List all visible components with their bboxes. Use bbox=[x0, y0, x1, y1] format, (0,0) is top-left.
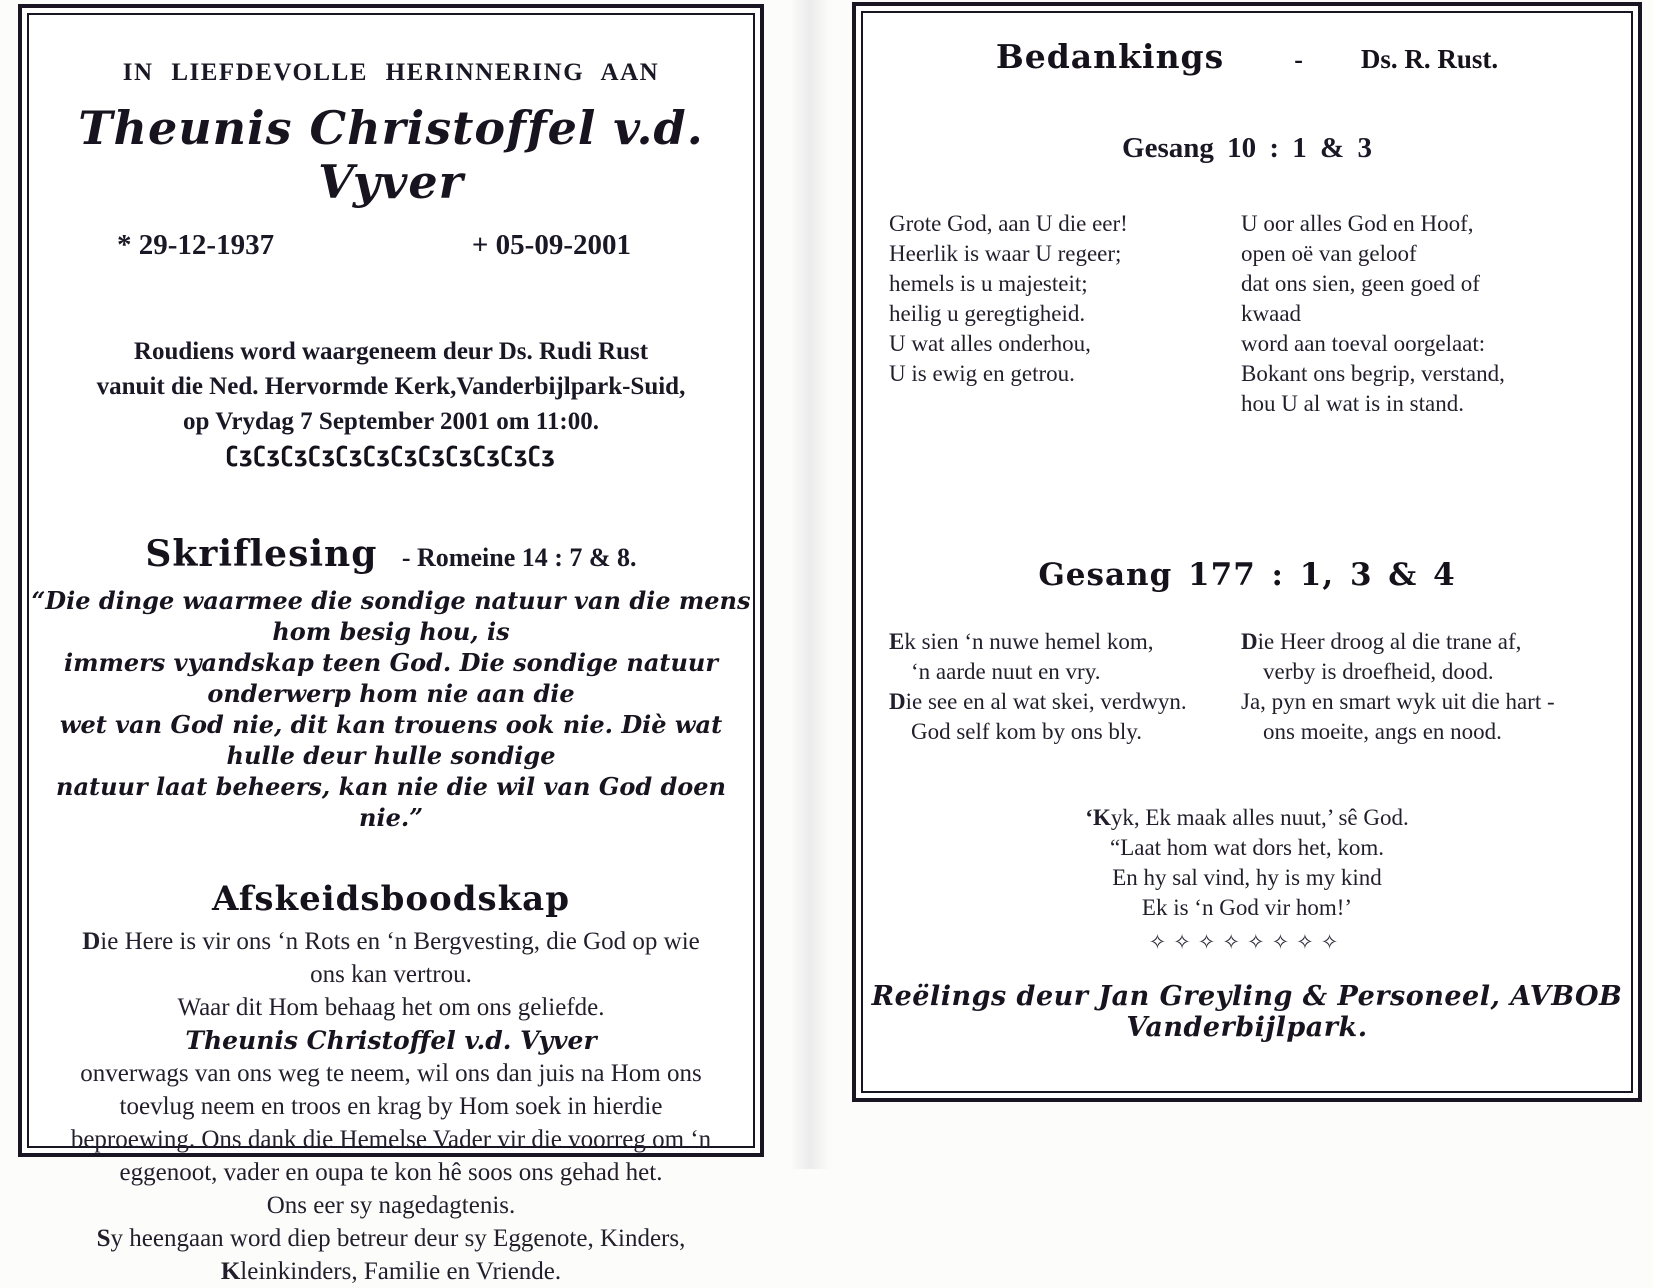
verse-line: dat ons sien, geen goed of bbox=[1241, 271, 1480, 296]
verse-line: verby is droefheid, dood. bbox=[1263, 659, 1494, 684]
closing-quote-line: Ek is ‘n God vir hom!’ bbox=[1141, 895, 1353, 920]
verse-line: Ja, pyn en smart wyk uit die hart - bbox=[1241, 689, 1555, 714]
scripture-line: wet van God nie, dit kan trouens ook nie. Diè wat hulle deur hulle sondige bbox=[59, 710, 723, 770]
scripture-line: natuur laat beheers, kan nie die wil van God doen nie.” bbox=[56, 772, 726, 832]
life-dates bbox=[29, 229, 753, 262]
header-dash: - bbox=[1294, 45, 1303, 74]
scripture-quote bbox=[29, 585, 753, 833]
farewell-line: ons kan vertrou. bbox=[310, 961, 472, 988]
hymn-10-verse-1 bbox=[889, 209, 1241, 419]
service-line: Roudiens word waargeneem deur Ds. Rudi Rust bbox=[133, 338, 649, 365]
verse-line: open oë van geloof bbox=[1241, 241, 1417, 266]
verse-line: Heerlik is waar U regeer; bbox=[889, 241, 1122, 266]
memorial-card-left-page bbox=[18, 4, 764, 1285]
thanks-heading: Bedankings bbox=[995, 37, 1225, 76]
farewell-line: beproewing. Ons dank die Hemelse Vader vir die voorreg om ‘n bbox=[70, 1126, 712, 1153]
scripture-heading: Skriflesing bbox=[145, 533, 378, 575]
farewell-name-line: Theunis Christoffel v.d. Vyver bbox=[185, 1026, 597, 1055]
minister-name: Ds. R. Rust. bbox=[1360, 44, 1499, 74]
closing-quote-line: En hy sal vind, hy is my kind bbox=[1112, 865, 1382, 890]
funeral-home-credit: Reëlings deur Jan Greyling & Personeel, AVBOB Vanderbijlpark. bbox=[871, 981, 1623, 1043]
scroll-ornament-row: ʗʒʗʒʗʒʗʒʗʒʗʒʗʒʗʒʗʒʗʒʗʒʗʒ bbox=[226, 443, 556, 467]
farewell-line: Die Here is vir ons ‘n Rots en ‘n Bergvesting, die God op wie bbox=[82, 928, 700, 955]
closing-quote bbox=[863, 803, 1631, 957]
memorial-card-right-page bbox=[852, 2, 1642, 1102]
tribute-header: IN LIEFDEVOLLE HERINNERING AAN bbox=[122, 59, 660, 86]
verse-line: hemels is u majesteit; bbox=[889, 271, 1088, 296]
hymn-177-verses bbox=[863, 627, 1631, 747]
closing-quote-line: “Laat hom wat dors het, kom. bbox=[1109, 835, 1384, 860]
hymn-10-title: Gesang 10 : 1 & 3 bbox=[1122, 132, 1372, 164]
hymn-10-verse-3 bbox=[1241, 209, 1613, 419]
farewell-line: toevlug neem en troos en krag by Hom soek in hierdie bbox=[119, 1093, 663, 1120]
verse-line: hou U al wat is in stand. bbox=[1241, 391, 1464, 416]
service-line: op Vrydag 7 September 2001 om 11:00. bbox=[183, 408, 599, 435]
hymn-177-verse-1 bbox=[889, 627, 1241, 747]
verse-line: Ek sien ‘n nuwe hemel kom, bbox=[889, 629, 1154, 654]
verse-line: U wat alles onderhou, bbox=[889, 331, 1091, 356]
farewell-line: Sy heengaan word diep betreur deur sy Eggenote, Kinders, bbox=[96, 1225, 686, 1252]
scan-gutter-shadow bbox=[790, 0, 830, 1169]
verse-line: ‘n aarde nuut en vry. bbox=[911, 659, 1101, 684]
hymn-177-title: Gesang 177 : 1, 3 & 4 bbox=[1038, 557, 1456, 593]
verse-line: ons moeite, angs en nood. bbox=[1263, 719, 1502, 744]
verse-line: kwaad bbox=[1241, 301, 1302, 326]
scripture-heading-row bbox=[29, 533, 753, 575]
diamond-ornament-row: ✧✧✧✧✧✧✧✧ bbox=[1148, 930, 1346, 954]
closing-quote-line: ‘Kyk, Ek maak alles nuut,’ sê God. bbox=[1085, 805, 1409, 830]
verse-line: God self kom by ons bly. bbox=[911, 719, 1143, 744]
hymn-10-verses bbox=[863, 209, 1631, 419]
death-date: + 05-09-2001 bbox=[471, 229, 631, 261]
verse-line: Grote God, aan U die eer! bbox=[889, 211, 1128, 236]
memorial-card-left-frame bbox=[27, 13, 755, 1285]
service-line: vanuit die Ned. Hervormde Kerk,Vanderbijlpark-Suid, bbox=[96, 373, 686, 400]
scripture-line: “Die dinge waarmee die sondige natuur van die mens hom besig hou, is bbox=[31, 586, 751, 646]
memorial-card-right-frame bbox=[861, 11, 1633, 1093]
verse-line: Bokant ons begrip, verstand, bbox=[1241, 361, 1505, 386]
service-details bbox=[29, 334, 753, 439]
farewell-message bbox=[29, 925, 753, 1288]
birth-date: * 29-12-1937 bbox=[117, 229, 275, 261]
verse-line: U is ewig en getrou. bbox=[889, 361, 1075, 386]
farewell-line: eggenoot, vader en oupa te kon hê soos ons gehad het. bbox=[119, 1159, 663, 1186]
farewell-line: onverwags van ons weg te neem, wil ons dan juis na Hom ons bbox=[80, 1060, 702, 1087]
thanks-header-row bbox=[863, 37, 1631, 76]
farewell-line: Ons eer sy nagedagtenis. bbox=[266, 1192, 516, 1219]
farewell-heading: Afskeidsboodskap bbox=[212, 879, 570, 919]
deceased-name: Theunis Christoffel v.d. Vyver bbox=[78, 101, 704, 209]
scripture-line: immers vyandskap teen God. Die sondige natuur onderwerp hom nie aan die bbox=[63, 648, 719, 708]
farewell-line: Kleinkinders, Familie en Vriende. bbox=[220, 1258, 562, 1285]
verse-line: U oor alles God en Hoof, bbox=[1241, 211, 1474, 236]
verse-line: heilig u geregtigheid. bbox=[889, 301, 1086, 326]
hymn-177-verse-3 bbox=[1241, 627, 1613, 747]
verse-line: Die Heer droog al die trane af, bbox=[1241, 629, 1522, 654]
verse-line: Die see en al wat skei, verdwyn. bbox=[889, 689, 1187, 714]
farewell-line: Waar dit Hom behaag het om ons geliefde. bbox=[177, 994, 605, 1021]
verse-line: word aan toeval oorgelaat: bbox=[1241, 331, 1486, 356]
scripture-reference: - Romeine 14 : 7 & 8. bbox=[401, 543, 637, 572]
